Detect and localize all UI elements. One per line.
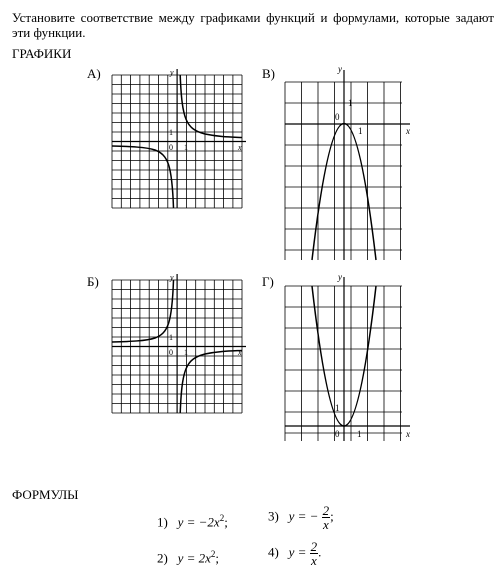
formula-2 [157,549,219,566]
graph-g-unit-x: 1 [357,429,362,439]
graph-g-axes [285,277,410,441]
graph-a-unit-y: 1 [169,128,173,137]
formula-4-expression: y = [288,544,307,560]
formula-4 [268,540,321,567]
graph-g-y-label: y [338,273,342,282]
formula-3-expression: y = − [288,508,319,524]
graph-a-x-label: x [238,143,242,152]
formula-2-end: ; [215,550,220,566]
formula-1-end: ; [224,514,228,530]
formula-4-end: . [318,544,322,560]
formula-3-numerator: 2 [322,503,330,518]
formula-1-expression: y = −2x [177,514,220,530]
graph-v-y-label: y [338,64,342,74]
graph-b-label: Б) [87,274,99,289]
graph-g-origin: 0 [335,429,340,439]
graph-a-label: А) [87,66,101,81]
graph-b-x-label: x [238,348,242,357]
graph-g-label: Г) [262,274,274,289]
graph-v-label: В) [262,66,275,81]
graph-b-y-label: y [170,273,174,282]
graph-v-x-label: x [406,126,410,136]
formula-3-fraction [322,504,331,531]
formula-3 [268,504,334,531]
formula-4-denominator: x [311,553,317,568]
graph-a-origin: 0 [169,143,173,152]
task-text: Установите соответствие между графиками функций и формулами, которые задают эти функции. [12,10,494,40]
graph-v-origin: 0 [335,112,340,122]
formula-1-exponent: 2 [219,513,225,523]
graph-a-axes [112,69,246,208]
formula-3-number: 3) [268,508,279,524]
graph-b-unit-y: 1 [169,333,173,342]
formula-2-expression: y = 2x [177,550,211,566]
graph-g [282,273,417,443]
formula-4-number: 4) [268,544,279,560]
formula-4-numerator: 2 [310,539,318,554]
formula-2-exponent: 2 [210,549,216,559]
formula-3-end: ; [330,508,334,524]
formula-1-number: 1) [157,514,168,530]
graph-v-unit-y: 1 [348,98,353,108]
formula-3-denominator: x [323,517,329,532]
graph-g-x-label: x [406,429,410,439]
section-graphs-heading: ГРАФИКИ [12,46,72,61]
graph-a-unit-x: 1 [184,143,188,152]
graph-v [282,62,417,267]
formula-1 [157,513,228,530]
graph-b-unit-x: 1 [184,348,188,357]
graph-v-unit-x: 1 [358,126,363,136]
graph-a-y-label: y [170,68,174,77]
formula-2-number: 2) [157,550,168,566]
graph-b [110,270,250,415]
formula-4-fraction [310,539,322,568]
section-formulas-heading: ФОРМУЛЫ [12,487,79,502]
graph-a [110,65,250,210]
graph-g-unit-y: 1 [335,403,340,413]
graph-b-axes [112,274,246,413]
graph-b-origin: 0 [169,348,173,357]
